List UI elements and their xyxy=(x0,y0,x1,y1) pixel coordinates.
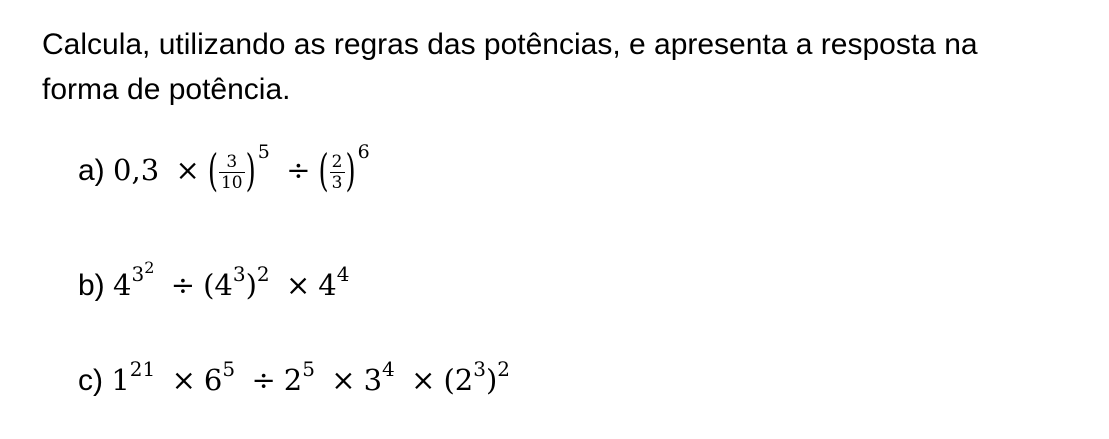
exercise-item-c xyxy=(78,357,511,403)
exercise-instructions xyxy=(42,22,1082,112)
divide-operator: ÷ xyxy=(170,268,196,302)
open-paren: ( xyxy=(203,268,215,302)
open-paren: ( xyxy=(318,146,329,198)
base: 1 xyxy=(111,363,130,397)
fraction-3-over-10 xyxy=(219,152,245,193)
times-operator: × xyxy=(285,268,311,302)
exponent: 6 xyxy=(357,141,370,163)
times-operator: × xyxy=(411,363,436,397)
base: 3 xyxy=(363,363,383,397)
base: 4 xyxy=(318,268,337,302)
fraction-numerator: 3 xyxy=(219,152,245,173)
base: 4 xyxy=(214,268,233,302)
exponent: 4 xyxy=(382,357,395,381)
divide-operator: ÷ xyxy=(251,363,276,397)
fraction-denominator: 10 xyxy=(220,172,243,193)
exponent: 4 xyxy=(336,262,350,286)
exponent: 3 xyxy=(473,357,486,381)
open-paren: ( xyxy=(443,363,455,397)
exponent: 2 xyxy=(256,262,270,286)
close-paren: ) xyxy=(485,363,498,397)
base: 2 xyxy=(283,363,303,397)
exponent: 2 xyxy=(497,357,511,381)
close-paren: ) xyxy=(245,146,256,198)
close-paren: ) xyxy=(345,146,356,198)
exponent-of-exponent: 2 xyxy=(144,258,155,277)
times-operator: × xyxy=(171,363,196,397)
close-paren: ) xyxy=(245,268,257,302)
item-b-label: b) xyxy=(78,269,105,302)
item-c-label: c) xyxy=(78,364,103,397)
exponent: 3 xyxy=(131,262,145,286)
fraction-2-over-3 xyxy=(330,152,345,193)
exercise-item-b xyxy=(78,258,350,310)
exponent: 3 xyxy=(232,262,246,286)
base: 6 xyxy=(203,363,223,397)
exponent: 5 xyxy=(257,141,270,163)
times-operator: × xyxy=(331,363,356,397)
instructions-line-1: Calcula, utilizando as regras das potências, e apresenta a resposta na xyxy=(42,28,978,61)
exponent: 21 xyxy=(129,357,156,381)
base: 2 xyxy=(454,363,474,397)
base: 4 xyxy=(113,268,132,302)
divide-operator: ÷ xyxy=(286,153,311,187)
open-paren: ( xyxy=(207,146,218,198)
instructions-line-2: forma de potência. xyxy=(42,73,291,106)
exponent: 5 xyxy=(222,357,236,381)
times-operator: × xyxy=(175,153,200,187)
item-a-label: a) xyxy=(78,154,105,187)
fraction-numerator: 2 xyxy=(331,151,343,172)
exercise-item-a xyxy=(78,141,370,198)
exponent: 5 xyxy=(302,357,315,381)
item-a-coefficient: 0,3 xyxy=(113,153,160,187)
fraction-denominator: 3 xyxy=(331,172,343,193)
